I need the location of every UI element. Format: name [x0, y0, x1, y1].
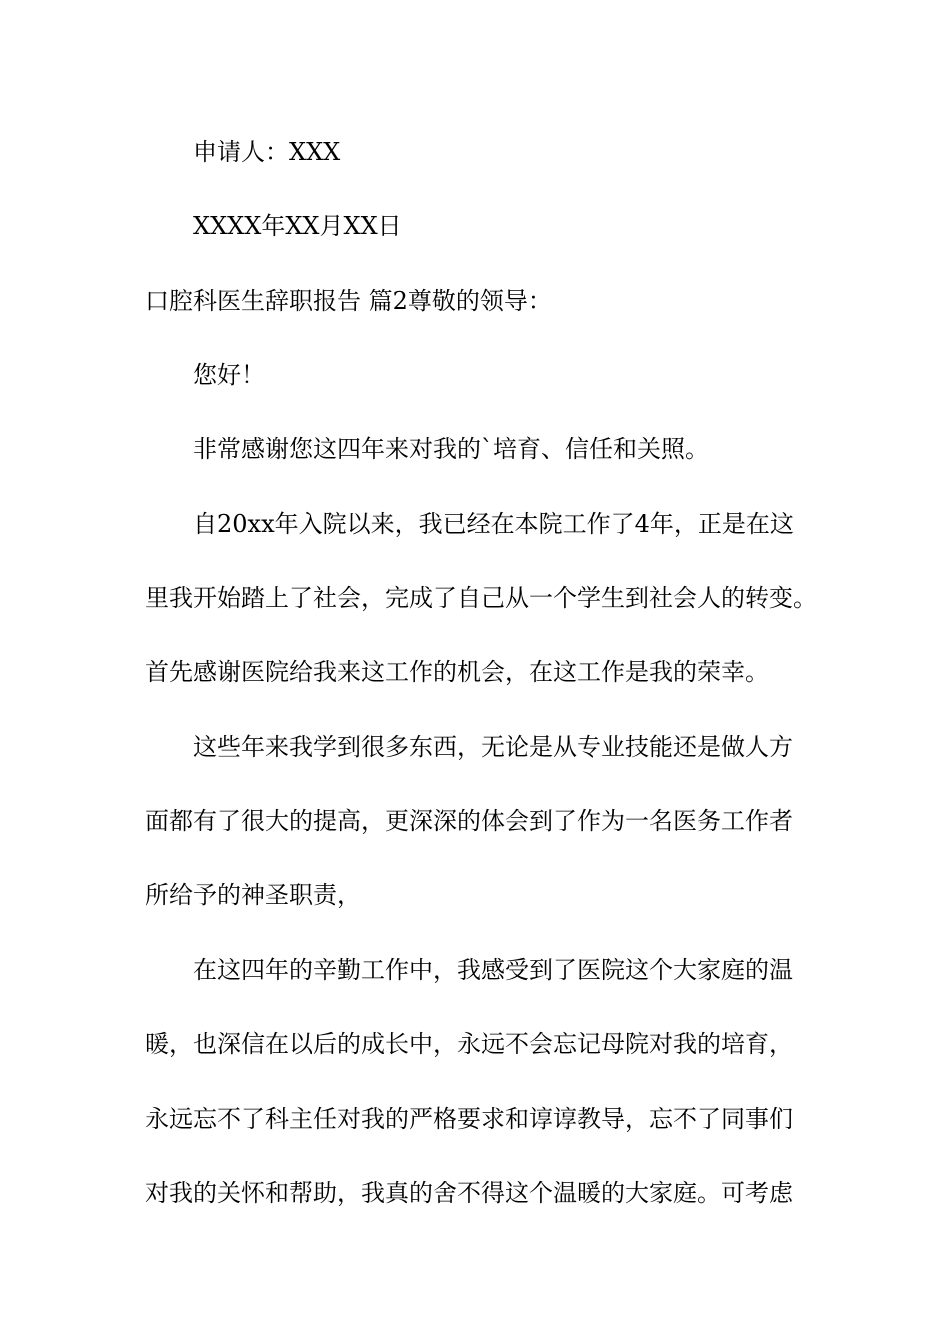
paragraph-line: 面都有了很大的提高，更深深的体会到了作为一名医务工作者 — [145, 807, 793, 835]
paragraph-line: 首先感谢医院给我来这工作的机会，在这工作是我的荣幸。 — [145, 658, 769, 686]
paragraph-line: 永远忘不了科主任对我的严格要求和谆谆教导，忘不了同事们 — [145, 1105, 793, 1133]
paragraph-line: 所给予的神圣职责， — [145, 881, 361, 909]
greeting-line: 您好！ — [193, 361, 265, 389]
paragraph-line: 这些年来我学到很多东西，无论是从专业技能还是做人方 — [193, 733, 793, 761]
section-heading-line: 口腔科医生辞职报告 篇2尊敬的领导： — [145, 287, 552, 315]
paragraph-line: 在这四年的辛勤工作中，我感受到了医院这个大家庭的温 — [193, 956, 793, 984]
applicant-line: 申请人：XXX — [193, 138, 341, 166]
paragraph-line: 自20xx年入院以来，我已经在本院工作了4年，正是在这 — [193, 510, 794, 538]
paragraph-line: 暖，也深信在以后的成长中，永远不会忘记母院对我的培育， — [145, 1030, 793, 1058]
date-line: XXXX年XX月XX日 — [193, 212, 402, 240]
paragraph-line: 对我的关怀和帮助，我真的舍不得这个温暖的大家庭。可考虑 — [145, 1179, 793, 1207]
paragraph-line: 里我开始踏上了社会，完成了自己从一个学生到社会人的转变。 — [145, 584, 817, 612]
paragraph-line: 非常感谢您这四年来对我的`培育、信任和关照。 — [193, 435, 709, 463]
